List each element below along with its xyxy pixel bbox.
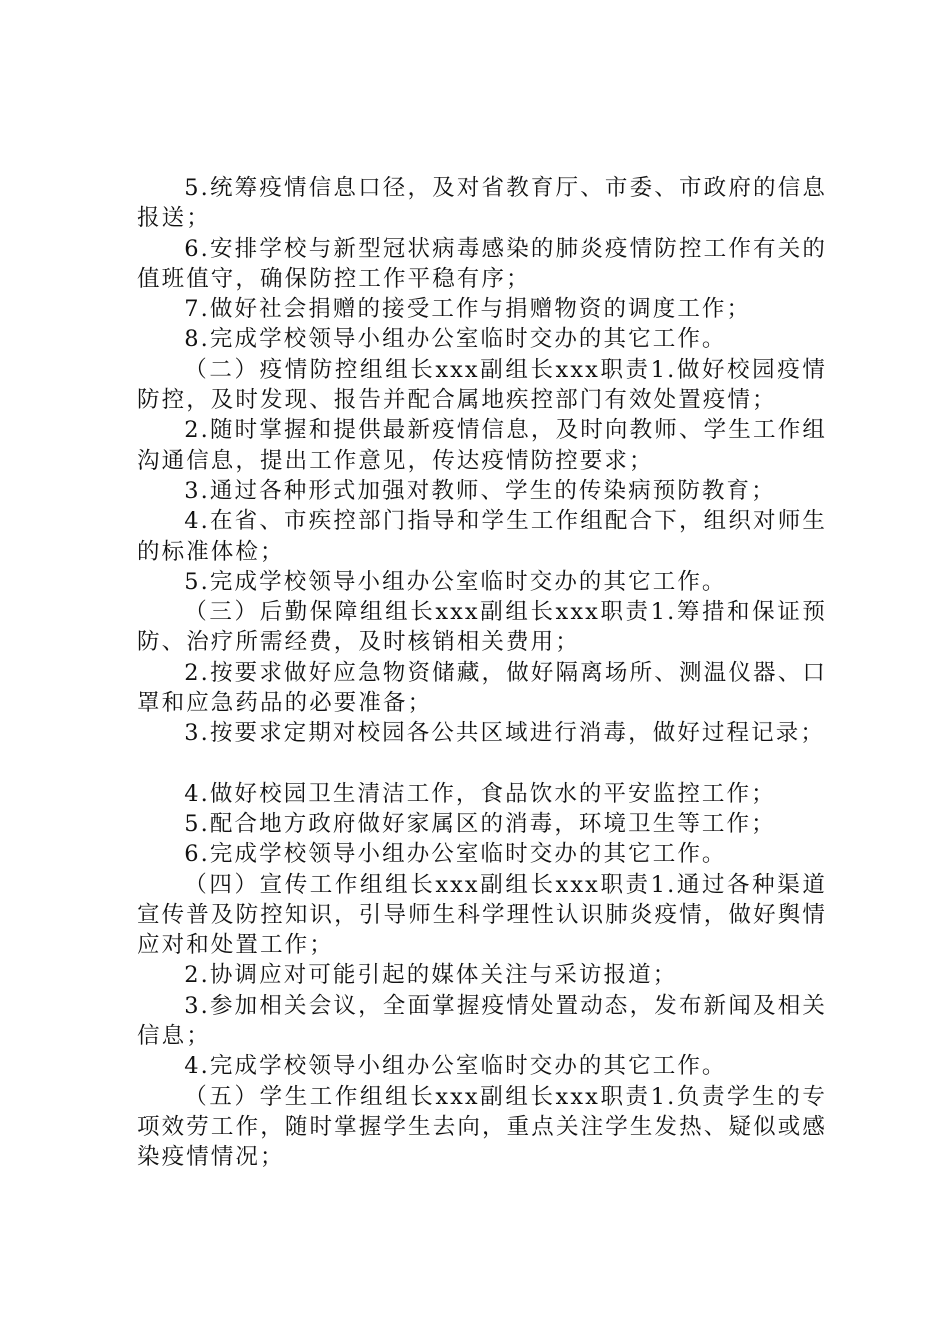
paragraph: 5.完成学校领导小组办公室临时交办的其它工作。 — [184, 568, 727, 595]
paragraph: 3.通过各种形式加强对教师、学生的传染病预防教育； — [184, 477, 776, 504]
paragraph: 3.参加相关会议，全面掌握疫情处置动态，发布新闻及相关信息； — [137, 992, 827, 1050]
section-heading-paragraph: （二）疫情防控组组长xxx副组长xxx职责1.做好校园疫情防控，及时发现、报告并配合属地疾控部门有效处置疫情； — [137, 356, 827, 414]
section-heading-paragraph: （五）学生工作组组长xxx副组长xxx职责1.负责学生的专项效劳工作，随时掌握学生去向，重点关注学生发热、疑似或感染疫情情况； — [137, 1083, 827, 1171]
paragraph: 5.配合地方政府做好家属区的消毒，环境卫生等工作； — [184, 810, 776, 837]
paragraph: 6.安排学校与新型冠状病毒感染的肺炎疫情防控工作有关的值班值守，确保防控工作平稳有序； — [137, 235, 827, 292]
document-body — [137, 173, 827, 1173]
section-heading-paragraph: （四）宣传工作组组长xxx副组长xxx职责1.通过各种渠道宣传普及防控知识，引导师生科学理性认识肺炎疫情，做好舆情应对和处置工作； — [137, 871, 827, 959]
paragraph: 8.完成学校领导小组办公室临时交办的其它工作。 — [184, 326, 727, 353]
paragraph: 5.统筹疫情信息口径，及对省教育厅、市委、市政府的信息报送； — [137, 175, 827, 232]
paragraph: 3.按要求定期对校园各公共区域进行消毒，做好过程记录； — [184, 720, 825, 747]
paragraph: 2.随时掌握和提供最新疫情信息，及时向教师、学生工作组沟通信息，提出工作意见，传达疫情防控要求； — [137, 417, 827, 474]
paragraph: 2.按要求做好应急物资储藏，做好隔离场所、测温仪器、口罩和应急药品的必要准备； — [137, 659, 827, 717]
paragraph: 4.做好校园卫生清洁工作，食品饮水的平安监控工作； — [184, 780, 776, 807]
paragraph: 7.做好社会捐赠的接受工作与捐赠物资的调度工作； — [184, 296, 752, 323]
paragraph: 2.协调应对可能引起的媒体关注与采访报道； — [184, 962, 678, 989]
paragraph: 4.完成学校领导小组办公室临时交办的其它工作。 — [184, 1053, 727, 1080]
section-heading-paragraph: （三）后勤保障组组长xxx副组长xxx职责1.筹措和保证预防、治疗所需经费，及时核销相关费用； — [137, 599, 827, 656]
paragraph: 6.完成学校领导小组办公室临时交办的其它工作。 — [184, 841, 727, 868]
paragraph: 4.在省、市疾控部门指导和学生工作组配合下，组织对师生的标准体检； — [137, 508, 827, 565]
